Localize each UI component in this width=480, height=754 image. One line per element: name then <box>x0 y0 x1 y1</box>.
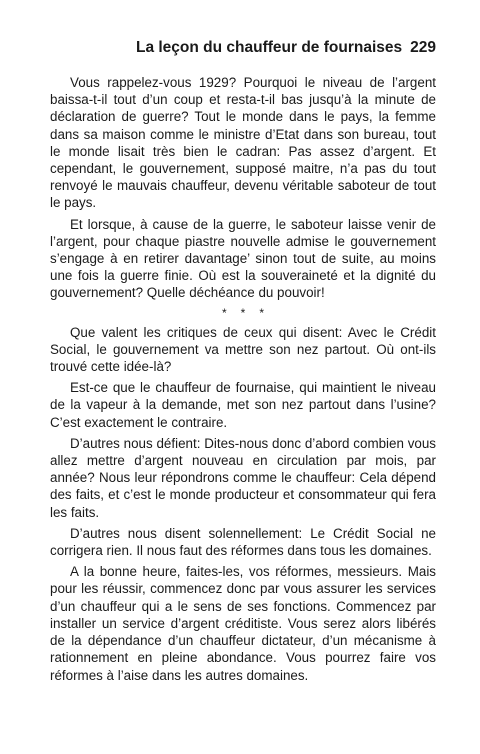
paragraph: Et lorsque, à cause de la guerre, le saboteur laisse venir de l’argent, pour chaque piastre nouvelle admise le gouvernement s’engage à en retirer davantage’ sinon tout de suite, au moins une fois la guerre finie. Où est la souveraineté et la dignité du gouvernement? Quelle déchéance du pouvoir! <box>50 216 436 301</box>
section-separator: *** <box>221 305 278 320</box>
paragraph: Vous rappelez-vous 1929? Pourquoi le niveau de l’argent baissa-t-il tout d’un coup et resta-t-il bas jusqu’à la minute de déclaration de guerre? Tout le monde dans le pays, la femme dans sa maison comme le ministre d’Etat dans son bureau, tout le monde lisait très bien le cadran: Pas assez d’argent. Et cependant, le gouvernement, supposé maitre, n’a pas du tout renvoyé le mauvais chauffeur, devenu véritable saboteur de tout le pays. <box>50 75 436 211</box>
paragraph: A la bonne heure, faites-les, vos réformes, messieurs. Mais pour les réussir, commencez donc par vous assurer les services d’un chauffeur qui a le sens de ses fonctions. Commencez par installer un service d’argent créditiste. Vous serez alors libérés de la dépendance d’un chauffeur dictateur, d’un mécanisme à rationnement en pleine abondance. Vous pourrez faire vos réformes à l’aise dans les autres domaines. <box>50 564 436 683</box>
paragraph: Est-ce que le chauffeur de fournaise, qui maintient le niveau de la vapeur à la demande, met son nez partout dans l’usine? C’est exactement le contraire. <box>50 380 436 430</box>
page-number: 229 <box>410 39 436 56</box>
paragraph: D’autres nous disent solennellement: Le Crédit Social ne corrigera rien. Il nous faut des réformes dans tous les domaines. <box>50 525 436 559</box>
paragraph: Que valent les critiques de ceux qui disent: Avec le Crédit Social, le gouvernement va mettre son nez partout. Où ont-ils trouvé cette idée-là? <box>50 324 436 375</box>
running-header <box>50 38 436 58</box>
chapter-title: La leçon du chauffeur de fournaises <box>135 39 403 56</box>
paragraph: D’autres nous défient: Dites-nous donc d’abord combien vous allez mettre d’argent nouveau en circulation par mois, par année? Nous leur répondrons comme le chauffeur: Cela dépend des faits, et c’est le monde producteur et consommateur qui fera les faits. <box>50 435 436 520</box>
book-page <box>50 38 436 688</box>
